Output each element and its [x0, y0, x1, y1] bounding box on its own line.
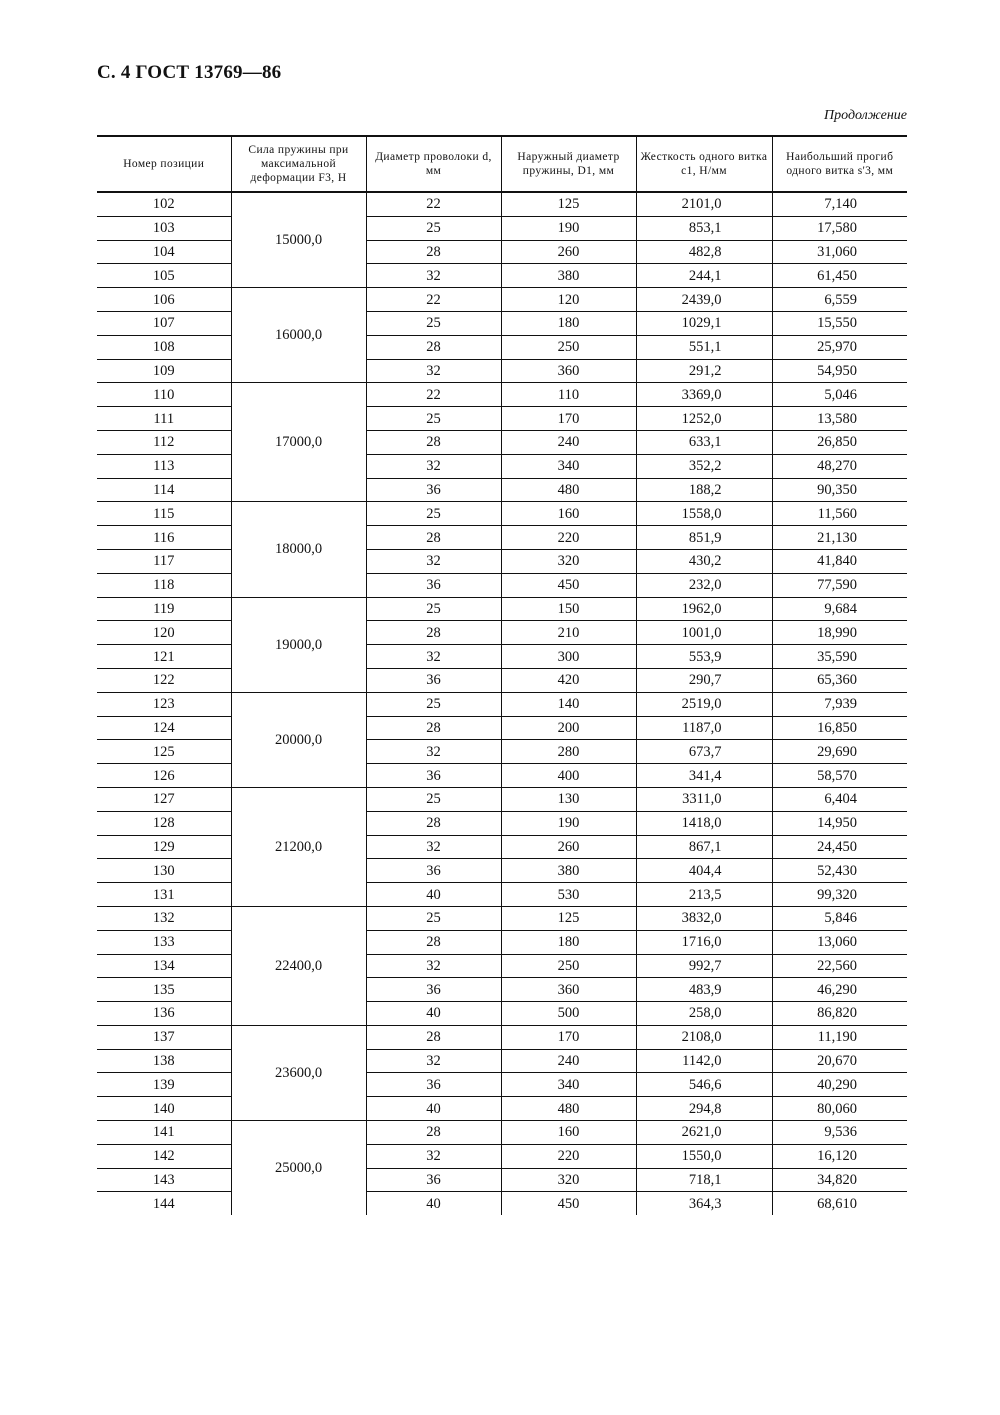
position-number: 108 — [97, 335, 231, 359]
wire-diameter: 28 — [366, 1121, 501, 1145]
wire-diameter: 25 — [366, 787, 501, 811]
outer-diameter: 380 — [501, 264, 636, 288]
deflection: 46,290 — [772, 978, 907, 1002]
outer-diameter: 480 — [501, 1097, 636, 1121]
table-row — [97, 859, 907, 883]
outer-diameter: 420 — [501, 668, 636, 692]
stiffness: 1418,0 — [636, 811, 772, 835]
deflection: 65,360 — [772, 668, 907, 692]
deflection: 58,570 — [772, 764, 907, 788]
table-row — [97, 668, 907, 692]
stiffness: 244,1 — [636, 264, 772, 288]
stiffness: 3311,0 — [636, 787, 772, 811]
column-header-wire-diameter: Диаметр проволоки d, мм — [366, 136, 501, 192]
position-number: 111 — [97, 407, 231, 431]
table-row — [97, 835, 907, 859]
position-number: 103 — [97, 216, 231, 240]
stiffness: 1558,0 — [636, 502, 772, 526]
stiffness: 290,7 — [636, 668, 772, 692]
table-row — [97, 930, 907, 954]
outer-diameter: 190 — [501, 811, 636, 835]
outer-diameter: 260 — [501, 835, 636, 859]
stiffness: 551,1 — [636, 335, 772, 359]
outer-diameter: 125 — [501, 906, 636, 930]
deflection: 5,846 — [772, 906, 907, 930]
outer-diameter: 450 — [501, 1192, 636, 1215]
deflection: 9,536 — [772, 1121, 907, 1145]
position-number: 107 — [97, 311, 231, 335]
deflection: 54,950 — [772, 359, 907, 383]
position-number: 102 — [97, 192, 231, 216]
outer-diameter: 240 — [501, 430, 636, 454]
stiffness: 188,2 — [636, 478, 772, 502]
table-row — [97, 192, 907, 216]
outer-diameter: 260 — [501, 240, 636, 264]
position-number: 126 — [97, 764, 231, 788]
stiffness: 2439,0 — [636, 288, 772, 312]
continuation-label: Продолжение — [824, 108, 907, 123]
stiffness: 2108,0 — [636, 1025, 772, 1049]
force-value: 19000,0 — [231, 597, 366, 692]
table-row — [97, 549, 907, 573]
table-row — [97, 526, 907, 550]
table-row — [97, 1121, 907, 1145]
deflection: 68,610 — [772, 1192, 907, 1215]
outer-diameter: 120 — [501, 288, 636, 312]
deflection: 16,120 — [772, 1144, 907, 1168]
stiffness: 213,5 — [636, 883, 772, 907]
wire-diameter: 36 — [366, 764, 501, 788]
stiffness: 232,0 — [636, 573, 772, 597]
outer-diameter: 340 — [501, 1073, 636, 1097]
position-number: 127 — [97, 787, 231, 811]
table-row — [97, 692, 907, 716]
position-number: 117 — [97, 549, 231, 573]
position-number: 128 — [97, 811, 231, 835]
outer-diameter: 180 — [501, 311, 636, 335]
wire-diameter: 40 — [366, 1192, 501, 1215]
deflection: 11,560 — [772, 502, 907, 526]
wire-diameter: 25 — [366, 311, 501, 335]
stiffness: 483,9 — [636, 978, 772, 1002]
wire-diameter: 32 — [366, 1144, 501, 1168]
table-row — [97, 454, 907, 478]
table-row — [97, 740, 907, 764]
table-row — [97, 883, 907, 907]
outer-diameter: 340 — [501, 454, 636, 478]
deflection: 41,840 — [772, 549, 907, 573]
wire-diameter: 36 — [366, 1073, 501, 1097]
column-header-stiffness: Жесткость одного витка c1, Н/мм — [636, 136, 772, 192]
stiffness: 352,2 — [636, 454, 772, 478]
wire-diameter: 32 — [366, 645, 501, 669]
table-row — [97, 764, 907, 788]
position-number: 125 — [97, 740, 231, 764]
position-number: 115 — [97, 502, 231, 526]
stiffness: 258,0 — [636, 1002, 772, 1026]
table-row — [97, 240, 907, 264]
stiffness: 853,1 — [636, 216, 772, 240]
table-row — [97, 906, 907, 930]
deflection: 99,320 — [772, 883, 907, 907]
outer-diameter: 140 — [501, 692, 636, 716]
stiffness: 1142,0 — [636, 1049, 772, 1073]
table-row — [97, 502, 907, 526]
wire-diameter: 28 — [366, 1025, 501, 1049]
position-number: 135 — [97, 978, 231, 1002]
stiffness: 633,1 — [636, 430, 772, 454]
wire-diameter: 32 — [366, 264, 501, 288]
wire-diameter: 32 — [366, 549, 501, 573]
position-number: 124 — [97, 716, 231, 740]
force-value: 16000,0 — [231, 288, 366, 383]
stiffness: 1962,0 — [636, 597, 772, 621]
wire-diameter: 22 — [366, 288, 501, 312]
deflection: 22,560 — [772, 954, 907, 978]
position-number: 141 — [97, 1121, 231, 1145]
table-row — [97, 573, 907, 597]
table-row — [97, 359, 907, 383]
wire-diameter: 28 — [366, 526, 501, 550]
table-row — [97, 954, 907, 978]
position-number: 121 — [97, 645, 231, 669]
stiffness: 3369,0 — [636, 383, 772, 407]
stiffness: 1716,0 — [636, 930, 772, 954]
table-row — [97, 1144, 907, 1168]
table-row — [97, 430, 907, 454]
position-number: 136 — [97, 1002, 231, 1026]
table-row — [97, 1097, 907, 1121]
table-row — [97, 621, 907, 645]
stiffness: 673,7 — [636, 740, 772, 764]
stiffness: 546,6 — [636, 1073, 772, 1097]
wire-diameter: 28 — [366, 621, 501, 645]
wire-diameter: 32 — [366, 954, 501, 978]
deflection: 24,450 — [772, 835, 907, 859]
position-number: 104 — [97, 240, 231, 264]
outer-diameter: 300 — [501, 645, 636, 669]
position-number: 123 — [97, 692, 231, 716]
wire-diameter: 36 — [366, 573, 501, 597]
position-number: 106 — [97, 288, 231, 312]
position-number: 142 — [97, 1144, 231, 1168]
stiffness: 718,1 — [636, 1168, 772, 1192]
outer-diameter: 500 — [501, 1002, 636, 1026]
wire-diameter: 36 — [366, 668, 501, 692]
position-number: 113 — [97, 454, 231, 478]
stiffness: 482,8 — [636, 240, 772, 264]
outer-diameter: 360 — [501, 978, 636, 1002]
stiffness: 2621,0 — [636, 1121, 772, 1145]
deflection: 61,450 — [772, 264, 907, 288]
outer-diameter: 210 — [501, 621, 636, 645]
outer-diameter: 110 — [501, 383, 636, 407]
force-value: 17000,0 — [231, 383, 366, 502]
force-value: 21200,0 — [231, 787, 366, 906]
wire-diameter: 22 — [366, 192, 501, 216]
deflection: 6,404 — [772, 787, 907, 811]
outer-diameter: 130 — [501, 787, 636, 811]
table-row — [97, 311, 907, 335]
deflection: 86,820 — [772, 1002, 907, 1026]
outer-diameter: 180 — [501, 930, 636, 954]
deflection: 90,350 — [772, 478, 907, 502]
wire-diameter: 25 — [366, 407, 501, 431]
stiffness: 851,9 — [636, 526, 772, 550]
outer-diameter: 320 — [501, 1168, 636, 1192]
table-body — [97, 192, 907, 1215]
position-number: 140 — [97, 1097, 231, 1121]
outer-diameter: 160 — [501, 502, 636, 526]
outer-diameter: 220 — [501, 526, 636, 550]
wire-diameter: 32 — [366, 454, 501, 478]
position-number: 114 — [97, 478, 231, 502]
table-row — [97, 811, 907, 835]
stiffness: 992,7 — [636, 954, 772, 978]
deflection: 52,430 — [772, 859, 907, 883]
deflection: 7,140 — [772, 192, 907, 216]
position-number: 120 — [97, 621, 231, 645]
outer-diameter: 250 — [501, 335, 636, 359]
force-value: 22400,0 — [231, 906, 366, 1025]
outer-diameter: 190 — [501, 216, 636, 240]
position-number: 118 — [97, 573, 231, 597]
table-row — [97, 787, 907, 811]
position-number: 105 — [97, 264, 231, 288]
table-row — [97, 264, 907, 288]
outer-diameter: 220 — [501, 1144, 636, 1168]
position-number: 112 — [97, 430, 231, 454]
position-number: 137 — [97, 1025, 231, 1049]
outer-diameter: 450 — [501, 573, 636, 597]
table-row — [97, 383, 907, 407]
stiffness: 2101,0 — [636, 192, 772, 216]
position-number: 144 — [97, 1192, 231, 1215]
force-value: 18000,0 — [231, 502, 366, 597]
outer-diameter: 380 — [501, 859, 636, 883]
outer-diameter: 280 — [501, 740, 636, 764]
page-title: С. 4 ГОСТ 13769—86 — [97, 62, 282, 83]
position-number: 122 — [97, 668, 231, 692]
deflection: 7,939 — [772, 692, 907, 716]
column-header-force: Сила пружины при максимальной деформации F3, Н — [231, 136, 366, 192]
force-value: 23600,0 — [231, 1025, 366, 1120]
deflection: 11,190 — [772, 1025, 907, 1049]
stiffness: 364,3 — [636, 1192, 772, 1215]
column-header-position: Номер позиции — [97, 136, 231, 192]
position-number: 134 — [97, 954, 231, 978]
outer-diameter: 320 — [501, 549, 636, 573]
deflection: 29,690 — [772, 740, 907, 764]
wire-diameter: 25 — [366, 692, 501, 716]
table-row — [97, 645, 907, 669]
deflection: 25,970 — [772, 335, 907, 359]
table-row — [97, 335, 907, 359]
wire-diameter: 32 — [366, 740, 501, 764]
deflection: 6,559 — [772, 288, 907, 312]
force-value: 20000,0 — [231, 692, 366, 787]
stiffness: 2519,0 — [636, 692, 772, 716]
stiffness: 1252,0 — [636, 407, 772, 431]
outer-diameter: 170 — [501, 407, 636, 431]
deflection: 48,270 — [772, 454, 907, 478]
wire-diameter: 40 — [366, 1002, 501, 1026]
wire-diameter: 22 — [366, 383, 501, 407]
stiffness: 291,2 — [636, 359, 772, 383]
deflection: 21,130 — [772, 526, 907, 550]
wire-diameter: 36 — [366, 1168, 501, 1192]
table-row — [97, 978, 907, 1002]
position-number: 138 — [97, 1049, 231, 1073]
table-row — [97, 407, 907, 431]
outer-diameter: 200 — [501, 716, 636, 740]
stiffness: 1001,0 — [636, 621, 772, 645]
wire-diameter: 28 — [366, 430, 501, 454]
wire-diameter: 32 — [366, 359, 501, 383]
deflection: 17,580 — [772, 216, 907, 240]
wire-diameter: 28 — [366, 240, 501, 264]
stiffness: 553,9 — [636, 645, 772, 669]
force-value: 15000,0 — [231, 192, 366, 288]
deflection: 31,060 — [772, 240, 907, 264]
deflection: 20,670 — [772, 1049, 907, 1073]
wire-diameter: 28 — [366, 930, 501, 954]
table-row — [97, 1049, 907, 1073]
outer-diameter: 250 — [501, 954, 636, 978]
position-number: 119 — [97, 597, 231, 621]
table-row — [97, 597, 907, 621]
wire-diameter: 25 — [366, 216, 501, 240]
table-row — [97, 288, 907, 312]
deflection: 14,950 — [772, 811, 907, 835]
wire-diameter: 25 — [366, 597, 501, 621]
outer-diameter: 360 — [501, 359, 636, 383]
position-number: 129 — [97, 835, 231, 859]
wire-diameter: 28 — [366, 811, 501, 835]
deflection: 5,046 — [772, 383, 907, 407]
wire-diameter: 36 — [366, 859, 501, 883]
outer-diameter: 240 — [501, 1049, 636, 1073]
wire-diameter: 36 — [366, 978, 501, 1002]
column-header-outer-diameter: Наружный диаметр пружины, D1, мм — [501, 136, 636, 192]
deflection: 13,060 — [772, 930, 907, 954]
wire-diameter: 28 — [366, 335, 501, 359]
table-row — [97, 1168, 907, 1192]
stiffness: 430,2 — [636, 549, 772, 573]
stiffness: 867,1 — [636, 835, 772, 859]
wire-diameter: 25 — [366, 502, 501, 526]
table-row — [97, 716, 907, 740]
deflection: 77,590 — [772, 573, 907, 597]
outer-diameter: 530 — [501, 883, 636, 907]
deflection: 9,684 — [772, 597, 907, 621]
deflection: 34,820 — [772, 1168, 907, 1192]
deflection: 16,850 — [772, 716, 907, 740]
deflection: 35,590 — [772, 645, 907, 669]
stiffness: 1550,0 — [636, 1144, 772, 1168]
position-number: 116 — [97, 526, 231, 550]
table-row — [97, 478, 907, 502]
deflection: 18,990 — [772, 621, 907, 645]
position-number: 110 — [97, 383, 231, 407]
wire-diameter: 32 — [366, 835, 501, 859]
table-header-row — [97, 136, 907, 192]
table-row — [97, 1073, 907, 1097]
stiffness: 404,4 — [636, 859, 772, 883]
force-value: 25000,0 — [231, 1121, 366, 1216]
position-number: 130 — [97, 859, 231, 883]
wire-diameter: 28 — [366, 716, 501, 740]
deflection: 13,580 — [772, 407, 907, 431]
wire-diameter: 25 — [366, 906, 501, 930]
outer-diameter: 400 — [501, 764, 636, 788]
stiffness: 341,4 — [636, 764, 772, 788]
stiffness: 1187,0 — [636, 716, 772, 740]
wire-diameter: 36 — [366, 478, 501, 502]
position-number: 133 — [97, 930, 231, 954]
position-number: 131 — [97, 883, 231, 907]
deflection: 40,290 — [772, 1073, 907, 1097]
deflection: 80,060 — [772, 1097, 907, 1121]
deflection: 26,850 — [772, 430, 907, 454]
wire-diameter: 40 — [366, 1097, 501, 1121]
table-row — [97, 1025, 907, 1049]
outer-diameter: 150 — [501, 597, 636, 621]
wire-diameter: 32 — [366, 1049, 501, 1073]
stiffness: 1029,1 — [636, 311, 772, 335]
position-number: 143 — [97, 1168, 231, 1192]
stiffness: 294,8 — [636, 1097, 772, 1121]
outer-diameter: 160 — [501, 1121, 636, 1145]
position-number: 132 — [97, 906, 231, 930]
stiffness: 3832,0 — [636, 906, 772, 930]
spring-spec-table — [97, 135, 907, 1215]
wire-diameter: 40 — [366, 883, 501, 907]
table-row — [97, 1192, 907, 1215]
table-row — [97, 1002, 907, 1026]
position-number: 109 — [97, 359, 231, 383]
outer-diameter: 480 — [501, 478, 636, 502]
position-number: 139 — [97, 1073, 231, 1097]
column-header-deflection: Наибольший прогиб одного витка s'3, мм — [772, 136, 907, 192]
outer-diameter: 170 — [501, 1025, 636, 1049]
table-row — [97, 216, 907, 240]
deflection: 15,550 — [772, 311, 907, 335]
outer-diameter: 125 — [501, 192, 636, 216]
